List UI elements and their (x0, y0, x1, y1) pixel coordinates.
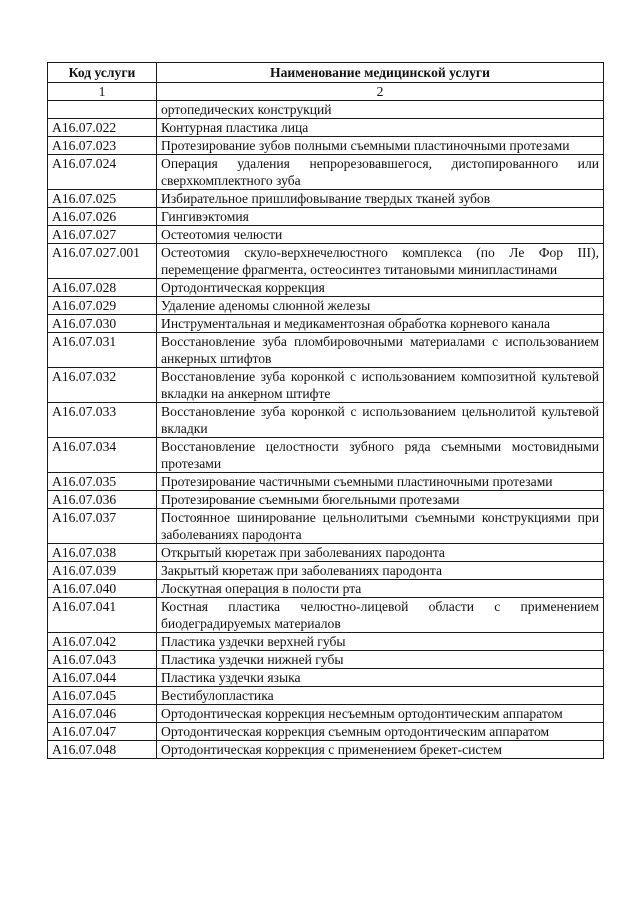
service-name: Инструментальная и медикаментозная обработка корневого канала (157, 315, 604, 333)
document-page (47, 62, 603, 759)
service-name: Остеотомия челюсти (157, 226, 604, 244)
table-row (48, 333, 604, 368)
service-name: Протезирование частичными съемными пластиночными протезами (157, 473, 604, 491)
service-name: Постоянное шинирование цельнолитыми съемными конструкциями при заболеваниях пародонта (157, 509, 604, 544)
column-number-row (48, 83, 604, 101)
service-code: A16.07.041 (48, 598, 157, 633)
continuation-name: ортопедических конструкций (157, 101, 604, 119)
service-name: Открытый кюретаж при заболеваниях пародонта (157, 544, 604, 562)
service-name: Ортодонтическая коррекция съемным ортодонтическим аппаратом (157, 723, 604, 741)
table-row (48, 509, 604, 544)
service-name: Удаление аденомы слюнной железы (157, 297, 604, 315)
header-code: Код услуги (48, 63, 157, 83)
table-row (48, 226, 604, 244)
table-row (48, 598, 604, 633)
column-number-code: 1 (48, 83, 157, 101)
table-row (48, 155, 604, 190)
table-row (48, 190, 604, 208)
table-row (48, 208, 604, 226)
table-row (48, 687, 604, 705)
service-name: Гингивэктомия (157, 208, 604, 226)
continuation-row (48, 101, 604, 119)
table-row (48, 403, 604, 438)
table-row (48, 491, 604, 509)
service-code: A16.07.027 (48, 226, 157, 244)
table-row (48, 705, 604, 723)
service-name: Пластика уздечки нижней губы (157, 651, 604, 669)
medical-services-table (47, 62, 604, 759)
service-name: Вестибулопластика (157, 687, 604, 705)
service-code: A16.07.038 (48, 544, 157, 562)
service-name: Ортодонтическая коррекция с применением брекет-систем (157, 741, 604, 759)
service-code: A16.07.027.001 (48, 244, 157, 279)
service-code: A16.07.046 (48, 705, 157, 723)
service-code: A16.07.044 (48, 669, 157, 687)
service-name: Костная пластика челюстно-лицевой области с применением биодеградируемых материалов (157, 598, 604, 633)
service-name: Пластика уздечки верхней губы (157, 633, 604, 651)
service-code: A16.07.043 (48, 651, 157, 669)
table-row (48, 279, 604, 297)
service-code: A16.07.048 (48, 741, 157, 759)
service-name: Ортодонтическая коррекция (157, 279, 604, 297)
service-name: Протезирование зубов полными съемными пластиночными протезами (157, 137, 604, 155)
service-name: Восстановление зуба коронкой с использованием цельнолитой культевой вкладки (157, 403, 604, 438)
service-code: A16.07.031 (48, 333, 157, 368)
service-code: A16.07.023 (48, 137, 157, 155)
service-code: A16.07.028 (48, 279, 157, 297)
service-code: A16.07.024 (48, 155, 157, 190)
service-code: A16.07.035 (48, 473, 157, 491)
table-row (48, 544, 604, 562)
service-code: A16.07.025 (48, 190, 157, 208)
service-code: A16.07.032 (48, 368, 157, 403)
service-name: Ортодонтическая коррекция несъемным ортодонтическим аппаратом (157, 705, 604, 723)
table-row (48, 651, 604, 669)
service-name: Контурная пластика лица (157, 119, 604, 137)
service-code: A16.07.039 (48, 562, 157, 580)
table-row (48, 669, 604, 687)
table-row (48, 723, 604, 741)
table-row (48, 580, 604, 598)
table-row (48, 741, 604, 759)
service-name: Закрытый кюретаж при заболеваниях пародонта (157, 562, 604, 580)
service-name: Операция удаления непрорезовавшегося, дистопированного или сверхкомплектного зуба (157, 155, 604, 190)
service-code: A16.07.045 (48, 687, 157, 705)
table-row (48, 368, 604, 403)
service-code: A16.07.042 (48, 633, 157, 651)
continuation-code-cell (48, 101, 157, 119)
table-row (48, 119, 604, 137)
service-code: A16.07.047 (48, 723, 157, 741)
table-row (48, 315, 604, 333)
service-name: Остеотомия скуло-верхнечелюстного комплекса (по Ле Фор III), перемещение фрагмента, остеосинтез титановыми минипластинами (157, 244, 604, 279)
service-code: A16.07.026 (48, 208, 157, 226)
service-code: A16.07.036 (48, 491, 157, 509)
service-name: Восстановление целостности зубного ряда съемными мостовидными протезами (157, 438, 604, 473)
table-row (48, 244, 604, 279)
service-name: Пластика уздечки языка (157, 669, 604, 687)
table-row (48, 297, 604, 315)
service-code: A16.07.022 (48, 119, 157, 137)
service-code: A16.07.034 (48, 438, 157, 473)
header-row (48, 63, 604, 83)
service-code: A16.07.029 (48, 297, 157, 315)
service-name: Восстановление зуба пломбировочными материалами с использованием анкерных штифтов (157, 333, 604, 368)
service-name: Восстановление зуба коронкой с использованием композитной культевой вкладки на анкерном штифте (157, 368, 604, 403)
service-name: Лоскутная операция в полости рта (157, 580, 604, 598)
service-code: A16.07.033 (48, 403, 157, 438)
service-code: A16.07.030 (48, 315, 157, 333)
table-row (48, 438, 604, 473)
table-row (48, 473, 604, 491)
service-name: Протезирование съемными бюгельными протезами (157, 491, 604, 509)
table-row (48, 633, 604, 651)
service-code: A16.07.037 (48, 509, 157, 544)
header-name: Наименование медицинской услуги (157, 63, 604, 83)
table-row (48, 562, 604, 580)
service-code: A16.07.040 (48, 580, 157, 598)
column-number-name: 2 (157, 83, 604, 101)
service-name: Избирательное пришлифовывание твердых тканей зубов (157, 190, 604, 208)
table-row (48, 137, 604, 155)
